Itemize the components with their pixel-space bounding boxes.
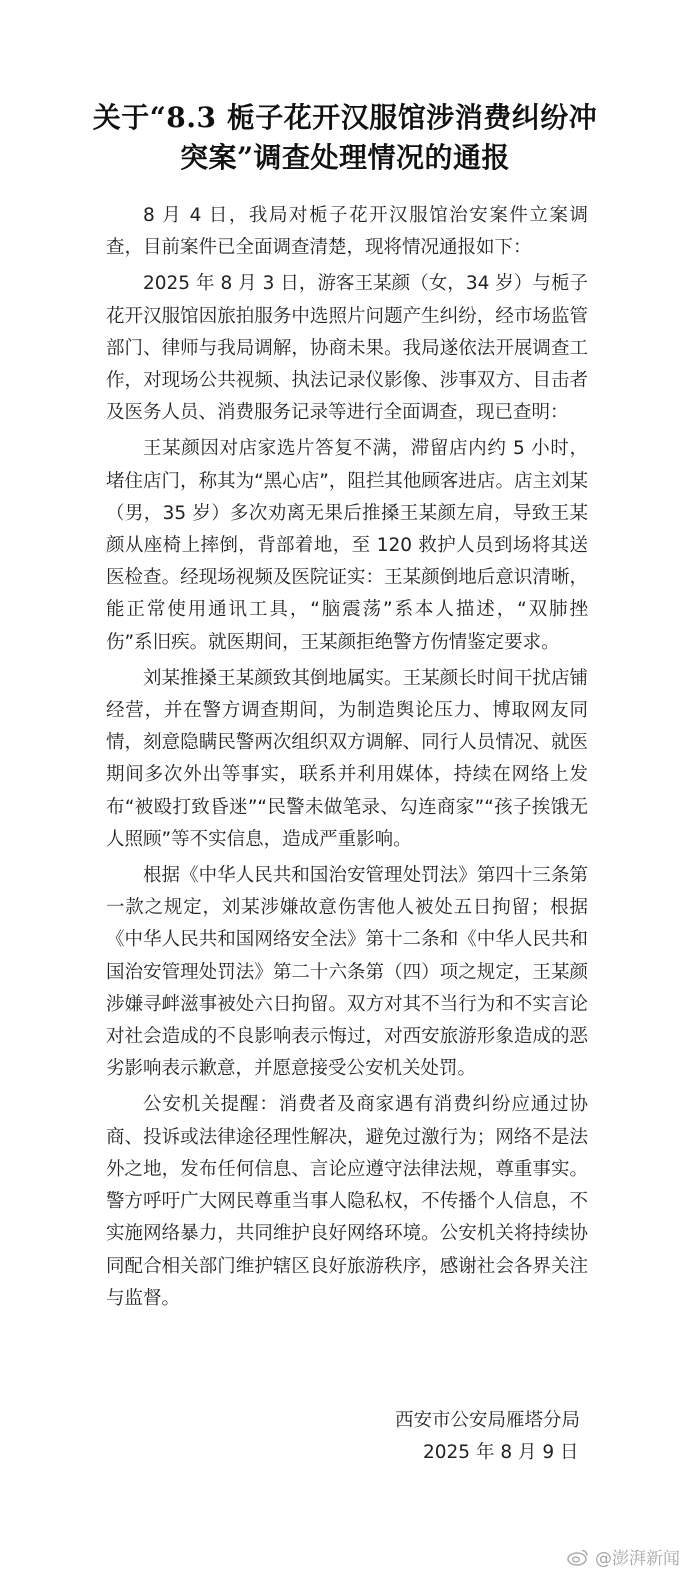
document-title: 关于“8.3 栀子花开汉服馆涉消费纠纷冲突案”调查处理情况的通报 — [92, 101, 598, 174]
signature-block — [395, 1405, 580, 1469]
document-body — [106, 200, 588, 1319]
weibo-icon — [567, 1548, 589, 1566]
paragraph-intro: 8 月 4 日，我局对栀子花开汉服馆治安案件立案调查，目前案件已全面调查清楚，现将情况通报如下： — [106, 205, 588, 259]
source-watermark — [567, 1544, 680, 1569]
paragraph-background: 2025 年 8 月 3 日，游客王某颜（女，34 岁）与栀子花开汉服馆因旅拍服务中选照片问题产生纠纷，经市场监管部门、律师与我局调解，协商未果。我局遂依法开展调查工作，对现场公共视频、执法记录仪影像、涉事双方、目击者及医务人员、消费服务记录等进行全面调查，现已查明： — [106, 273, 588, 424]
signature-date: 2025 年 8 月 9 日 — [422, 1442, 579, 1463]
paragraph-findings: 王某颜因对店家选片答复不满，滞留店内约 5 小时，堵住店门，称其为“黑心店”，阻拦其他顾客进店。店主刘某（男，35 岁）多次劝离无果后推搡王某颜左肩，导致王某颜从座椅上摔倒，背部着地，至 120 救护人员到场将其送医检查。经现场视频及医院证实：王某颜倒地后意识清晰，能正常使用通讯工具，“脑震荡”系本人描述，“双肺挫伤”系旧疾。就医期间，王某颜拒绝警方伤情鉴定要求。 — [106, 438, 588, 653]
paragraph-misinformation: 刘某推搡王某颜致其倒地属实。王某颜长时间干扰店铺经营，并在警方调查期间，为制造舆论压力、博取网友同情，刻意隐瞒民警两次组织双方调解、同行人员情况、就医期间多次外出等事实，联系并利用媒体，持续在网络上发布“被殴打致昏迷”“民警未做笔录、勾连商家”“孩子挨饿无人照顾”等不实信息，造成严重影响。 — [106, 667, 588, 850]
paragraph-penalties: 根据《中华人民共和国治安管理处罚法》第四十三条第一款之规定，刘某涉嫌故意伤害他人被处五日拘留；根据《中华人民共和国网络安全法》第十二条和《中华人民共和国治安管理处罚法》第二十六条第（四）项之规定，王某颜涉嫌寻衅滋事被处六日拘留。双方对其不当行为和不实言论对社会造成的不良影响表示悔过，对西安旅游形象造成的恶劣影响表示歉意，并愿意接受公安机关处罚。 — [106, 865, 588, 1080]
watermark-text: @澎湃新闻 — [595, 1549, 680, 1569]
paragraph-reminder: 公安机关提醒：消费者及商家遇有消费纠纷应通过协商、投诉或法律途径理性解决，避免过激行为；网络不是法外之地，发布任何信息、言论应遵守法律法规，尊重事实。警方呼吁广大网民尊重当事人隐私权，不传播个人信息，不实施网络暴力，共同维护良好网络环境。公安机关将持续协同配合相关部门维护辖区良好旅游秩序，感谢社会各界关注与监督。 — [106, 1094, 588, 1309]
signature-org: 西安市公安局雁塔分局 — [394, 1410, 580, 1431]
